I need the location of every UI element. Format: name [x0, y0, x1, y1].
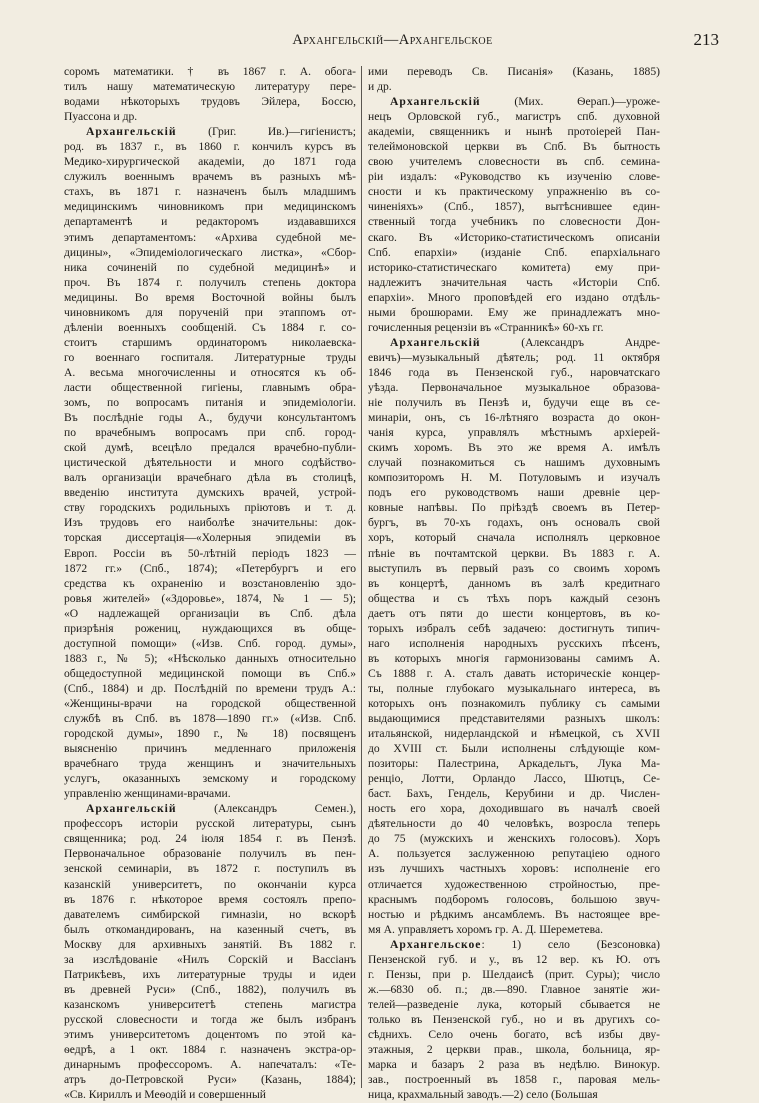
line-text: выступилъ въ первый разъ со своимъ хоромъ	[368, 561, 660, 575]
text-line	[64, 831, 356, 846]
text-line	[368, 907, 660, 922]
text-line	[64, 997, 356, 1012]
line-text: медицинскимъ чиновникомъ при медицинскомъ	[64, 200, 356, 214]
line-text: выясненію причинъ медленнаго приложенія	[64, 742, 356, 756]
line-text: свою учителемъ словесности въ спб. семина-	[368, 155, 660, 169]
line-text: въ концертѣ, данномъ въ залѣ кредитнаго	[368, 576, 660, 590]
line-text: ными брошюрами. Ему же принадлежатъ мно-	[368, 305, 660, 319]
line-text: (Григ. Ив.)—гигіенистъ;	[176, 125, 356, 139]
text-line	[368, 485, 660, 500]
text-line	[368, 184, 660, 199]
line-text: чиновникомъ для порученій при этаппомъ от-	[64, 305, 356, 319]
text-line	[368, 861, 660, 876]
text-line	[64, 681, 356, 696]
text-line	[368, 651, 660, 666]
line-text: ностью и рѣдкимъ ансамблемъ. Въ настоящее вре-	[368, 907, 660, 921]
text-line	[64, 576, 356, 591]
text-line	[64, 726, 356, 741]
text-line	[64, 711, 356, 726]
line-text: ственный тогда учебникъ по словесности Дон-	[368, 215, 660, 229]
text-line	[368, 937, 660, 952]
text-line	[64, 94, 356, 109]
line-text: 1872 гг.» (Спб., 1874); «Петербургъ и его	[64, 561, 356, 575]
line-text: медицины. Во время Восточной войны былъ	[64, 290, 356, 304]
line-text: евичъ)—музыкальный дѣятель; род. 11 октября	[368, 350, 660, 364]
line-text: 1846 года въ Пензенской губ., наровчатскаго	[368, 365, 660, 379]
line-text: проч. Въ 1874 г. получилъ степень доктора	[64, 275, 356, 289]
line-text: Съ 1888 г. А. сталъ давать историческіе концер-	[368, 666, 660, 680]
line-text: ими переводъ Св. Писанія» (Казань, 1885)	[368, 65, 660, 78]
line-text: русской словесности и тогда же былъ избранъ	[64, 1012, 356, 1026]
text-line	[368, 425, 660, 440]
text-line	[64, 380, 356, 395]
text-line	[368, 94, 660, 109]
text-line	[64, 139, 356, 154]
text-line	[64, 561, 356, 576]
line-text: услугъ, оказанныхъ земскому и городскому	[64, 772, 356, 786]
line-text: общедоступной медицинской помощи въ Спб.»	[64, 666, 356, 680]
text-line	[368, 756, 660, 771]
text-line	[368, 846, 660, 861]
text-line	[368, 530, 660, 545]
line-text: «Св. Кириллъ и Меѳодій и совершенный	[64, 1088, 266, 1102]
line-text: по врачебнымъ вопросамъ при спб. город-	[64, 426, 356, 440]
line-text: ской думѣ, всецѣло предался врачебно-публи-	[64, 441, 356, 455]
line-text: скимъ хоромъ. Въ это же время А. имѣлъ	[368, 441, 660, 455]
text-line	[64, 967, 356, 982]
text-line	[64, 1042, 356, 1057]
text-line	[368, 726, 660, 741]
line-text: ника сочиненій по судебной медицинѣ» и	[64, 260, 356, 274]
line-text: уѣзда. Первоначальное музыкальное образова-	[368, 380, 660, 394]
paragraph	[368, 64, 660, 94]
line-text: этажныя, 2 церкви прав., школа, больница, яр-	[368, 1043, 660, 1057]
text-line	[368, 1012, 660, 1027]
text-line	[368, 681, 660, 696]
text-line	[368, 335, 660, 350]
text-line	[368, 786, 660, 801]
text-line	[368, 741, 660, 756]
text-line	[368, 982, 660, 997]
line-text: до 75 (мужскихъ и женскихъ голосовъ). Хоръ	[368, 832, 660, 846]
line-text: дѣятельности до 40 человѣкъ, возросла теперь	[368, 817, 660, 831]
line-text: го военнаго госпиталя. Литературные труды	[64, 350, 356, 364]
text-line	[64, 756, 356, 771]
text-line	[64, 154, 356, 169]
line-text: которыхъ онъ познакомилъ публику съ самыми	[368, 696, 660, 710]
line-text: хоръ, который сначала исполнялъ церковное	[368, 531, 660, 545]
line-text: мя А. управляетъ хоромъ гр. А. Д. Шереметева.	[368, 922, 604, 936]
text-line	[368, 831, 660, 846]
line-text: случай познакомиться съ нашимъ духовнымъ	[368, 456, 660, 470]
line-text: динарнымъ профессоромъ. А. напечаталъ: «Те-	[64, 1058, 356, 1072]
text-line	[368, 245, 660, 260]
line-text: чиненіяхъ» (Спб., 1857), вытѣснившее един-	[368, 200, 660, 214]
text-line	[368, 515, 660, 530]
text-line	[64, 395, 356, 410]
text-line	[368, 711, 660, 726]
text-line	[64, 124, 356, 139]
text-line	[64, 801, 356, 816]
text-line	[64, 275, 356, 290]
running-head: Архангельскій—Архангельское	[292, 32, 493, 48]
text-line	[64, 741, 356, 756]
line-text: марка и базаръ 2 раза въ недѣлю. Винокур.	[368, 1058, 660, 1072]
line-text: соромъ математики. † въ 1867 г. А. обога-	[64, 65, 356, 78]
text-line	[64, 651, 356, 666]
line-text: минаріи, онъ, съ 16-лѣтняго возраста до окон-	[368, 411, 660, 425]
paragraph	[64, 64, 356, 124]
line-text: до XVIII ст. Были исполнены слѣдующіе ком-	[368, 742, 660, 756]
entry-headword: Архангельскій	[390, 335, 481, 349]
text-line	[64, 877, 356, 892]
text-line	[368, 350, 660, 365]
line-text: А. пользуется заслуженною репутаціею одного	[368, 847, 660, 861]
text-line	[64, 982, 356, 997]
line-text: казанскій университетъ, по окончаніи курса	[64, 877, 356, 891]
line-text: ріи издалъ: «Руководство къ изученію слове-	[368, 170, 660, 184]
line-text: Пуассона и др.	[64, 110, 138, 124]
line-text: А. весьма многочисленны и относятся къ об-	[64, 365, 356, 379]
text-line	[368, 64, 660, 79]
text-line	[368, 169, 660, 184]
line-text: врачебнаго труда женщинъ и значительныхъ	[64, 757, 356, 771]
text-line	[368, 922, 660, 937]
line-text: казанскомъ университетѣ степень магистра	[64, 997, 356, 1011]
text-line	[368, 395, 660, 410]
text-line	[64, 455, 356, 470]
line-text: ность его хора, доходившаго въ началѣ своей	[368, 802, 660, 816]
line-text: введенію института думскихъ врачей, устрой-	[64, 486, 356, 500]
text-line	[368, 771, 660, 786]
text-line	[64, 214, 356, 229]
text-line	[368, 380, 660, 395]
column-divider	[361, 66, 362, 1088]
line-text: этимъ департаментомъ: «Архива судебной ме-	[64, 230, 356, 244]
line-text: «Женщины-врачи на городской общественной	[64, 696, 356, 710]
line-text: (Мих. Ѳерап.)—уроже-	[480, 95, 660, 109]
text-line	[368, 997, 660, 1012]
text-line	[368, 290, 660, 305]
text-line	[64, 245, 356, 260]
line-text: г. Пензы, при р. Шелдаисѣ (прит. Суры); число	[368, 967, 660, 981]
line-text: Первоначальное образованіе получилъ въ пен-	[64, 847, 356, 861]
line-text: цистической дѣятельности и много содѣйство-	[64, 456, 356, 470]
line-text: Патрикѣевъ, ихъ литературные труды и идеи	[64, 967, 356, 981]
text-line	[64, 621, 356, 636]
line-text: скаго. Въ «Историко-статистическомъ описаніи	[368, 230, 660, 244]
line-text: давателемъ симбирской гимназіи, но вскорѣ	[64, 907, 356, 921]
text-line	[368, 410, 660, 425]
line-text: валъ организаціи врачебнаго дѣла въ столицѣ,	[64, 471, 356, 485]
line-text: Москву для архивныхъ занятій. Въ 1882 г.	[64, 937, 356, 951]
text-line	[368, 1042, 660, 1057]
line-text: въ 1876 г. нѣкоторое время состоялъ препо-	[64, 892, 356, 906]
text-line	[64, 64, 356, 79]
line-text: композиторомъ Н. М. Потуловымъ и изучалъ	[368, 471, 660, 485]
text-line	[368, 1087, 660, 1102]
line-text: профессоръ исторіи русской литературы, сынъ	[64, 817, 356, 831]
text-line	[64, 861, 356, 876]
text-line	[64, 816, 356, 831]
text-line	[64, 1072, 356, 1087]
line-text: департаментѣ и редакторомъ издававшихся	[64, 215, 356, 229]
line-text: подъ его руководствомъ наши древніе цер-	[368, 486, 660, 500]
line-text: служилъ военнымъ врачемъ въ разныхъ мѣ-	[64, 170, 356, 184]
text-line	[64, 952, 356, 967]
line-text: зав., построенный въ 1858 г., паровая мель-	[368, 1073, 660, 1087]
entry	[64, 801, 356, 1102]
entry-headword: Архангельское	[390, 937, 482, 951]
line-text: дѣленіи военныхъ сообщеній. Съ 1884 г. со-	[64, 320, 356, 334]
line-text: баст. Бахъ, Гендель, Керубини и др. Числен-	[368, 787, 660, 801]
text-line	[64, 425, 356, 440]
text-line	[64, 230, 356, 245]
line-text: ренціо, Лотти, Орландо Лассо, Шютцъ, Се-	[368, 772, 660, 786]
line-text: въ которыхъ многія гармонизованы самимъ А.	[368, 651, 660, 665]
text-line	[368, 230, 660, 245]
text-line	[64, 530, 356, 545]
line-text: надлежитъ значительная часть «Исторіи Спб.	[368, 275, 660, 289]
text-line	[64, 335, 356, 350]
text-line	[368, 1057, 660, 1072]
text-line	[64, 410, 356, 425]
text-line	[368, 666, 660, 681]
left-column	[64, 64, 356, 1102]
text-line	[64, 1057, 356, 1072]
text-line	[64, 846, 356, 861]
text-line	[368, 275, 660, 290]
text-line	[64, 696, 356, 711]
text-line	[368, 305, 660, 320]
line-text: телей—разведеніе лука, который сбывается не	[368, 997, 660, 1011]
text-line	[368, 606, 660, 621]
line-text: и др.	[368, 80, 392, 94]
line-text: торыхъ избралъ себѣ задачею: достигнуть типич-	[368, 621, 660, 635]
text-line	[368, 696, 660, 711]
text-line	[368, 1027, 660, 1042]
text-line	[64, 771, 356, 786]
line-text: Медико-хирургической академіи, до 1871 года	[64, 155, 356, 169]
line-text: за изслѣдованіе «Нилъ Сорскій и Вассіанъ	[64, 952, 356, 966]
line-text: епархіи». Много проповѣдей его издано отдѣль-	[368, 290, 660, 304]
entry-headword: Архангельскій	[86, 125, 177, 139]
text-line	[368, 124, 660, 139]
text-line	[368, 561, 660, 576]
text-line	[368, 952, 660, 967]
line-text: даетъ отъ пяти до шести концертовъ, въ ко-	[368, 606, 660, 620]
line-text: «О надлежащей организаціи въ Спб. дѣла	[64, 606, 356, 620]
line-text: 1883 г., № 5); «Нѣсколько данныхъ относительно	[64, 651, 356, 665]
line-text: призрѣнія рожениц, нуждающихся въ обще-	[64, 621, 356, 635]
text-line	[64, 786, 356, 801]
line-text: въ древней Руси» (Спб., 1882), получилъ въ	[64, 982, 356, 996]
entry-headword: Архангельскій	[86, 802, 177, 816]
text-line	[368, 621, 660, 636]
line-text: стоитъ старшимъ ординаторомъ николаевска-	[64, 335, 356, 349]
text-line	[368, 591, 660, 606]
line-text: былъ откомандированъ, на казенный счетъ, въ	[64, 922, 356, 936]
line-text: городской думы», 1890 г., № 18) посвященъ	[64, 727, 356, 741]
line-text: ніе получилъ въ Пензѣ и, будучи еще въ се-	[368, 396, 660, 410]
line-text: зомъ, по вопросамъ питанія и эпидеміологіи.	[64, 396, 356, 410]
line-text: ковные напѣвы. По пріѣздѣ своемъ въ Петер-	[368, 501, 660, 515]
text-line	[64, 546, 356, 561]
text-line	[64, 1012, 356, 1027]
line-text: стахъ, въ 1871 г. назначенъ былъ младшимъ	[64, 185, 356, 199]
text-line	[64, 350, 356, 365]
text-line	[368, 967, 660, 982]
line-text: Въ послѣдніе годы А., будучи консультантомъ	[64, 411, 356, 425]
line-text: наго исполненія народныхъ русскихъ пѣсенъ,	[368, 636, 660, 650]
line-text: ж.—6830 об. п.; дв.—890. Главное занятіе жи-	[368, 982, 660, 996]
line-text: атръ до-Петровской Руси» (Казань, 1884);	[64, 1073, 356, 1087]
line-text: телеймоновской церкви въ Спб. Въ бытность	[368, 140, 660, 154]
text-line	[64, 305, 356, 320]
line-text: Европ. Россіи въ 50-лѣтній періодъ 1823 —	[64, 546, 356, 560]
text-line	[64, 199, 356, 214]
line-text: зенской семинаріи, въ 1872 г. поступилъ въ	[64, 862, 356, 876]
line-text: Пензенской губ. и у., въ 12 вер. къ Ю. отъ	[368, 952, 660, 966]
text-line	[64, 184, 356, 199]
text-line	[64, 169, 356, 184]
text-line	[368, 154, 660, 169]
entry	[64, 124, 356, 801]
line-text: отличается художественною стройностью, пре-	[368, 877, 660, 891]
text-line	[368, 801, 660, 816]
text-line	[64, 515, 356, 530]
text-line	[368, 109, 660, 124]
text-line	[64, 260, 356, 275]
text-line	[368, 546, 660, 561]
line-text: торская диссертація—«Холерныя эпидеміи въ	[64, 531, 356, 545]
line-text: позиторы: Палестрина, Аркадельтъ, Лука Ма-	[368, 757, 660, 771]
line-text: ты, полные глубокаго музыкальнаго интереса, въ	[368, 681, 660, 695]
line-text: ровья жителей» («Здоровье», 1874, № 1 — 5);	[64, 591, 356, 605]
text-line	[64, 1027, 356, 1042]
line-text: доступной помощи» («Изв. Спб. город. думы»,	[64, 636, 356, 650]
line-text: тилъ нашу математическую литературу пере-	[64, 80, 356, 94]
text-line	[64, 606, 356, 621]
line-text: дицины», «Эпидеміологическаго листка», «Сбор-	[64, 245, 356, 259]
text-line	[368, 892, 660, 907]
text-line	[64, 937, 356, 952]
text-line	[64, 907, 356, 922]
entry	[368, 94, 660, 335]
text-line	[368, 455, 660, 470]
text-line	[64, 1087, 356, 1102]
text-line	[368, 440, 660, 455]
text-line	[64, 666, 356, 681]
text-line	[368, 576, 660, 591]
line-text: итальянской, нидерландской и нѣмецкой, съ XVII	[368, 727, 660, 741]
line-text: Спб. епархіи» (изданіе Спб. епархіальнаго	[368, 245, 660, 259]
line-text: бургъ, въ 70-хъ годахъ, онъ основалъ свой	[368, 516, 660, 530]
text-line	[368, 500, 660, 515]
text-line	[368, 877, 660, 892]
text-line	[368, 139, 660, 154]
page-number: 213	[693, 30, 719, 49]
text-line	[368, 470, 660, 485]
line-text: священника; род. 24 іюля 1854 г. въ Пензѣ.	[64, 832, 356, 846]
line-text: службѣ въ Спб. въ 1878—1890 гг.» («Изв. Спб.	[64, 712, 356, 726]
line-text: пѣніе въ почтамтской церкви. Въ 1883 г. А.	[368, 546, 660, 560]
text-line	[64, 470, 356, 485]
line-text: (Александръ Андре-	[480, 335, 660, 349]
line-text: только въ Пензенской губ., но и въ другихъ со-	[368, 1012, 660, 1026]
text-line	[64, 500, 356, 515]
text-line	[64, 591, 356, 606]
line-text: сности и къ практическому упражненію въ со-	[368, 185, 660, 199]
text-line	[368, 365, 660, 380]
text-line	[368, 199, 660, 214]
page-header	[66, 30, 719, 52]
line-text: (Александръ Семен.),	[176, 802, 356, 816]
line-text: ству городскихъ родильныхъ пріютовъ и т. д.	[64, 501, 356, 515]
line-text: средства къ охраненію и возстановленію здо-	[64, 576, 356, 590]
line-text: водами нѣкоторыхъ трудовъ Эйлера, Боссю,	[64, 95, 356, 109]
text-line	[368, 214, 660, 229]
entry-headword: Архангельскій	[390, 95, 481, 109]
text-line	[64, 922, 356, 937]
text-line	[368, 320, 660, 335]
line-text: ѳедрѣ, а 1 окт. 1884 г. назначенъ экстра-ор-	[64, 1043, 356, 1057]
text-line	[64, 290, 356, 305]
line-text: Изъ трудовъ его наиболѣе значительны: док-	[64, 516, 356, 530]
line-text: чанія курса, управлялъ мѣстнымъ архіерей-	[368, 426, 660, 440]
line-text: гочисленныя рецензіи въ «Странникѣ» 60-хъ гг.	[368, 320, 604, 334]
text-line	[64, 440, 356, 455]
text-line	[64, 485, 356, 500]
text-line	[368, 79, 660, 94]
line-text: историко-статистическаго комитета) ему при-	[368, 260, 660, 274]
text-line	[368, 816, 660, 831]
line-text: общества и съ тѣхъ поръ каждый сезонъ	[368, 591, 660, 605]
line-text: (Спб., 1884) и др. Послѣдній по времени трудъ А.:	[64, 681, 356, 695]
line-text: сѣднихъ. Село очень богато, всѣ избы дву-	[368, 1028, 660, 1041]
line-text: этимъ университетомъ доцентомъ по этой ка-	[64, 1028, 356, 1041]
entry	[368, 335, 660, 937]
text-line	[64, 636, 356, 651]
line-text: краснымъ подборомъ голосовъ, большою звуч-	[368, 892, 660, 906]
line-text: : 1) село (Безсоновка)	[481, 937, 660, 951]
text-line	[368, 260, 660, 275]
entry	[368, 937, 660, 1103]
line-text: выдающимися представителями разныхъ школъ:	[368, 712, 660, 726]
line-text: управленію женщинами-врачами.	[64, 787, 231, 801]
text-line	[64, 320, 356, 335]
text-line	[64, 365, 356, 380]
text-line	[368, 636, 660, 651]
text-line	[64, 109, 356, 124]
text-line	[64, 79, 356, 94]
line-text: академіи, священникъ и нынѣ протоіерей Пан-	[368, 125, 660, 139]
line-text: род. въ 1837 г., въ 1860 г. кончилъ курсъ въ	[64, 140, 356, 154]
right-column	[368, 64, 660, 1102]
text-line	[368, 1072, 660, 1087]
line-text: ласти общественной гигіены, главнымъ обра-	[64, 380, 356, 394]
text-line	[64, 892, 356, 907]
line-text: нецъ Орловской губ., магистръ спб. духовной	[368, 110, 660, 124]
line-text: ница, крахмальный заводъ.—2) село (Большая	[368, 1088, 598, 1102]
line-text: изъ лучшихъ частныхъ хоровъ: исполненіе его	[368, 862, 660, 876]
